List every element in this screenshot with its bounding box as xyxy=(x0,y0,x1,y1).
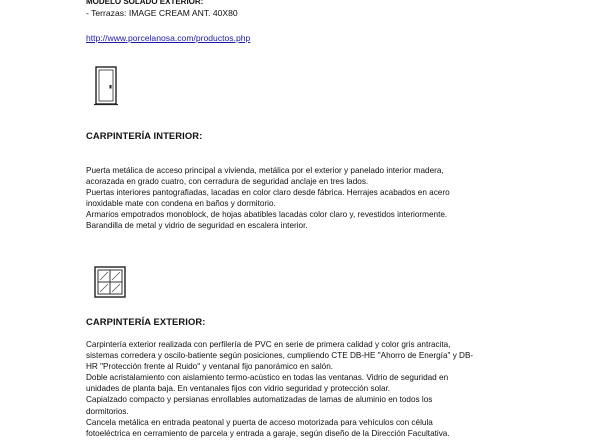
porcelanosa-link[interactable]: http://www.porcelanosa.com/productos.php xyxy=(86,33,251,43)
section-title-cut: MODELO SOLADO EXTERIOR: xyxy=(86,0,204,6)
exterior-line: Carpintería exterior realizada con perfilería de PVC en serie de primera calidad y color gris antracita, xyxy=(86,340,451,349)
door-icon xyxy=(94,66,118,106)
interior-line: Puerta metálica de acceso principal a vivienda, metálica por el exterior y panelado interior madera, xyxy=(86,166,444,175)
exterior-line: fotoeléctrica en cerramiento de parcela y entrada a garaje, según diseño de la Dirección Facultativa. xyxy=(86,428,450,438)
exterior-line: HR "Protección frente al Ruido" y ventanal fijo panorámico en salón. xyxy=(86,362,334,372)
exterior-text xyxy=(86,339,524,439)
exterior-line: Capialzado compacto y persianas enrollables automatizadas de lamas de aluminio en todos los xyxy=(86,395,433,405)
exterior-line: unidades de planta baja. En ventanales fijos con vidrio seguridad y protección solar. xyxy=(86,384,391,394)
exterior-line: Cancela metálica en entrada peatonal y puerta de acceso motorizada para vehículos con célula xyxy=(86,417,433,427)
exterior-heading: CARPINTERÍA EXTERIOR: xyxy=(86,316,206,327)
interior-line: Puertas interiores pantografiadas, lacadas en color claro desde fábrica. Herrajes acabados en acero xyxy=(86,188,450,198)
interior-line: Armarios empotrados monoblock, de hojas abatibles lacadas color claro y, revestidos interiormente. xyxy=(86,210,448,220)
exterior-line: dormitorios. xyxy=(86,406,129,416)
interior-line: acorazada en grado cuatro, con cerradura de seguridad anclaje en tres lados. xyxy=(86,177,369,187)
interior-line: inoxidable mate con condena en baños y dormitorio. xyxy=(86,199,276,209)
interior-line: Barandilla de metal y vidrio de seguridad en escalera interior. xyxy=(86,221,308,231)
interior-heading: CARPINTERÍA INTERIOR: xyxy=(86,130,203,141)
exterior-line: Doble acristalamiento con aislamiento termo-acústico en todas las ventanas. Vidrio de seguridad en xyxy=(86,373,449,383)
exterior-line: sistemas corredera y oscilo-batiente según posiciones, cumpliendo CTE DB-HE "Ahorro de Energía" y DB- xyxy=(86,351,474,361)
interior-text xyxy=(86,165,524,232)
window-icon xyxy=(94,266,126,298)
terrazas-line: - Terrazas: IMAGE CREAM ANT. 40X80 xyxy=(86,8,238,18)
